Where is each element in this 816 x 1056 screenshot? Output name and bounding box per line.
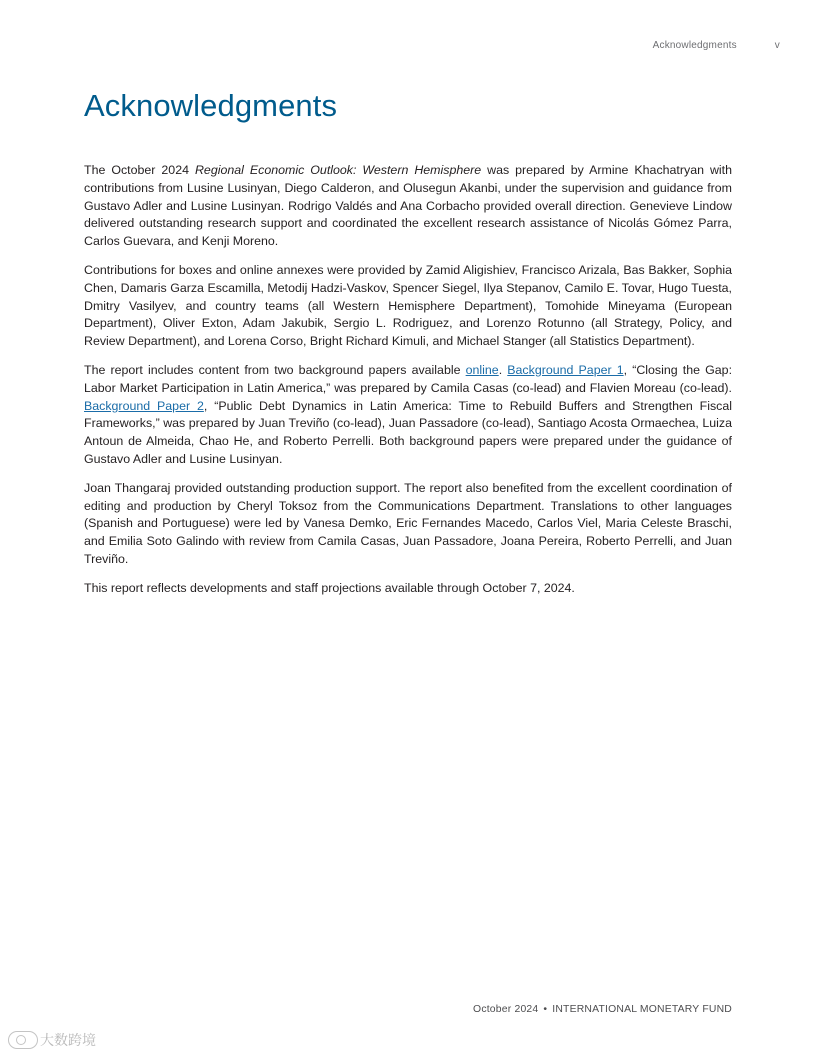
running-head <box>653 40 780 51</box>
page-title: Acknowledgments <box>84 88 338 123</box>
background-paper-2-link[interactable]: Background Paper 2 <box>84 398 204 413</box>
paragraph-5: This report reflects developments and staff projections available through October 7, 2024. <box>84 580 575 595</box>
paragraph-3 <box>84 362 732 469</box>
page-number: v <box>774 40 780 51</box>
paragraph-4: Joan Thangaraj provided outstanding production support. The report also benefited from the excellent coordination of editing and production by Cheryl Toksoz from the Communications Department. Translations to other languages (Spanish and Portuguese) were led by Vanesa Demko, Eric Fernandes Macedo, Carlos Viel, Maria Celeste Braschi, and Emilia Soto Galindo with review from Camila Casas, Juan Passadore, Joana Pereira, Roberto Perrelli, and Juan Treviño. <box>84 480 732 566</box>
watermark-logo-icon <box>8 1031 38 1049</box>
paragraph-1 <box>84 162 732 251</box>
p3-rest: , “Public Debt Dynamics in Latin America: Time to Rebuild Buffers and Strengthen Fiscal Frameworks,” was prepared by Juan Treviño (co-lead), Juan Passadore (co-lead), Santiago Acosta Ormaechea, Luiza Antoun de Almeida, Chao He, and Roberto Perrelli. Both background papers were prepared under the guidance of Gustavo Adler and Lusine Lusinyan. <box>84 398 732 466</box>
footer-organization: INTERNATIONAL MONETARY FUND <box>552 1004 732 1015</box>
background-paper-1-link[interactable]: Background Paper 1 <box>507 362 624 377</box>
p1-report-title: Regional Economic Outlook: Western Hemisphere <box>194 163 482 177</box>
watermark <box>8 1030 96 1050</box>
p3-lead: The report includes content from two background papers available <box>84 362 466 377</box>
body-text <box>84 162 732 609</box>
p3-mid: , “Closing the Gap: Labor Market Participation in Latin America,” was prepared by Camila Casas (co-lead) and Flavien Moreau (co-lead). <box>84 362 733 395</box>
p1-lead: The October 2024 <box>84 163 195 177</box>
page-footer <box>473 1004 732 1015</box>
watermark-text: 大数跨境 <box>40 1032 96 1048</box>
online-link[interactable]: online <box>465 362 499 377</box>
p3-sep: . <box>498 362 508 377</box>
footer-date: October 2024 <box>473 1004 539 1015</box>
running-head-section: Acknowledgments <box>652 40 737 51</box>
p1-rest: was prepared by Armine Khachatryan with contributions from Lusine Lusinyan, Diego Calderon, and Olusegun Akanbi, under the supervision and guidance from Gustavo Adler and Lusine Lusinyan. Rodrigo Valdés and Ana Corbacho provided overall direction. Genevieve Lindow delivered outstanding research support and coordinated the excellent research assistance of Nicolás Gómez Parra, Carlos Guevara, and Kenji Moreno. <box>84 163 733 249</box>
footer-bullet: • <box>543 1004 548 1015</box>
paragraph-2: Contributions for boxes and online annexes were provided by Zamid Aligishiev, Francisco Arizala, Bas Bakker, Sophia Chen, Damaris Garza Escamilla, Metodij Hadzi-Vaskov, Spencer Siegel, Ilya Stepanov, Camilo E. Tovar, Hugo Tuesta, Dmitry Vasilyev, and country teams (all Western Hemisphere Department), Tomohide Mineyama (European Department), Oliver Exton, Adam Jakubik, Sergio L. Rodriguez, and Lorenzo Rotunno (all Strategy, Policy, and Review Department), and Lorena Corso, Bright Richard Kimuli, and Michael Stanger (all Statistics Department). <box>84 262 732 349</box>
